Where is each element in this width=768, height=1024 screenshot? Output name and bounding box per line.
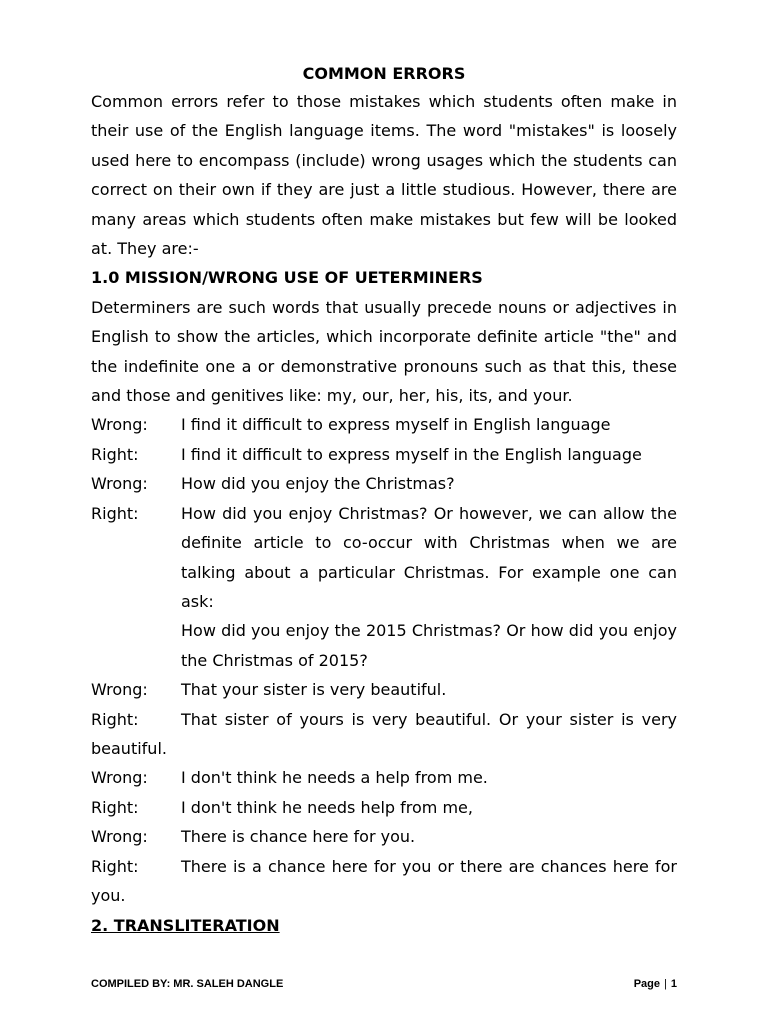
example-label: Right: bbox=[91, 856, 139, 876]
footer-page-number bbox=[634, 978, 677, 990]
example-label: Wrong: bbox=[91, 680, 148, 700]
footer-separator: | bbox=[664, 978, 667, 990]
example-text: There is chance here for you. bbox=[181, 827, 416, 847]
document-page bbox=[91, 60, 677, 941]
example-text: That your sister is very beautiful. bbox=[181, 680, 447, 700]
example-row bbox=[91, 675, 677, 704]
footer-page-value: 1 bbox=[670, 978, 677, 990]
section-2-heading: 2. TRANSLITERATION bbox=[91, 916, 280, 936]
example-label: Right: bbox=[91, 503, 139, 523]
example-row bbox=[91, 852, 677, 911]
example-text: I find it difficult to express myself in the English language bbox=[181, 444, 642, 464]
example-row bbox=[91, 793, 677, 822]
example-text: There is a chance here for you or there are chances here for you. bbox=[91, 856, 677, 905]
example-text: I find it difficult to express myself in English language bbox=[181, 415, 611, 435]
section-1-heading: 1.0 MISSION/WRONG USE OF UETERMINERS bbox=[91, 268, 483, 288]
example-text: How did you enjoy the 2015 Christmas? Or how did you enjoy the Christmas of 2015? bbox=[181, 621, 677, 670]
example-text: I don't think he needs help from me, bbox=[181, 797, 473, 817]
example-continuation bbox=[91, 616, 677, 675]
section-1-paragraph: Determiners are such words that usually precede nouns or adjectives in English to show the articles, which incorporate definite article "the" and the indefinite one a or demonstrative pronouns such as that this, these and those and genitives like: my, our, her, his, its, and your. bbox=[91, 297, 677, 406]
example-label: Right: bbox=[91, 444, 139, 464]
example-row bbox=[91, 763, 677, 792]
example-row bbox=[91, 410, 677, 439]
example-row bbox=[91, 440, 677, 469]
example-label: Right: bbox=[91, 797, 139, 817]
footer-compiled-by: COMPILED BY: MR. SALEH DANGLE bbox=[91, 978, 284, 990]
example-text: How did you enjoy the Christmas? bbox=[181, 474, 455, 494]
example-row bbox=[91, 705, 677, 764]
example-label: Wrong: bbox=[91, 415, 148, 435]
example-row bbox=[91, 499, 677, 617]
example-text: That sister of yours is very beautiful. Or your sister is very beautiful. bbox=[91, 709, 677, 758]
example-label: Wrong: bbox=[91, 768, 148, 788]
intro-paragraph: Common errors refer to those mistakes which students often make in their use of the English language items. The word "mistakes" is loosely used here to encompass (include) wrong usages which the students can correct on their own if they are just a little studious. However, there are many areas which students often make mistakes but few will be looked at. They are:- bbox=[91, 92, 677, 259]
footer-page-label: Page bbox=[633, 978, 661, 990]
example-text: I don't think he needs a help from me. bbox=[181, 768, 488, 788]
example-text: How did you enjoy Christmas? Or however, we can allow the definite article to co-occur with Christmas when we are talking about a particular Christmas. For example one can ask: bbox=[181, 503, 677, 611]
example-label: Wrong: bbox=[91, 474, 148, 494]
example-label: Wrong: bbox=[91, 827, 148, 847]
example-row bbox=[91, 469, 677, 498]
example-row bbox=[91, 822, 677, 851]
example-label: Right: bbox=[91, 709, 139, 729]
document-title: COMMON ERRORS bbox=[302, 64, 466, 83]
